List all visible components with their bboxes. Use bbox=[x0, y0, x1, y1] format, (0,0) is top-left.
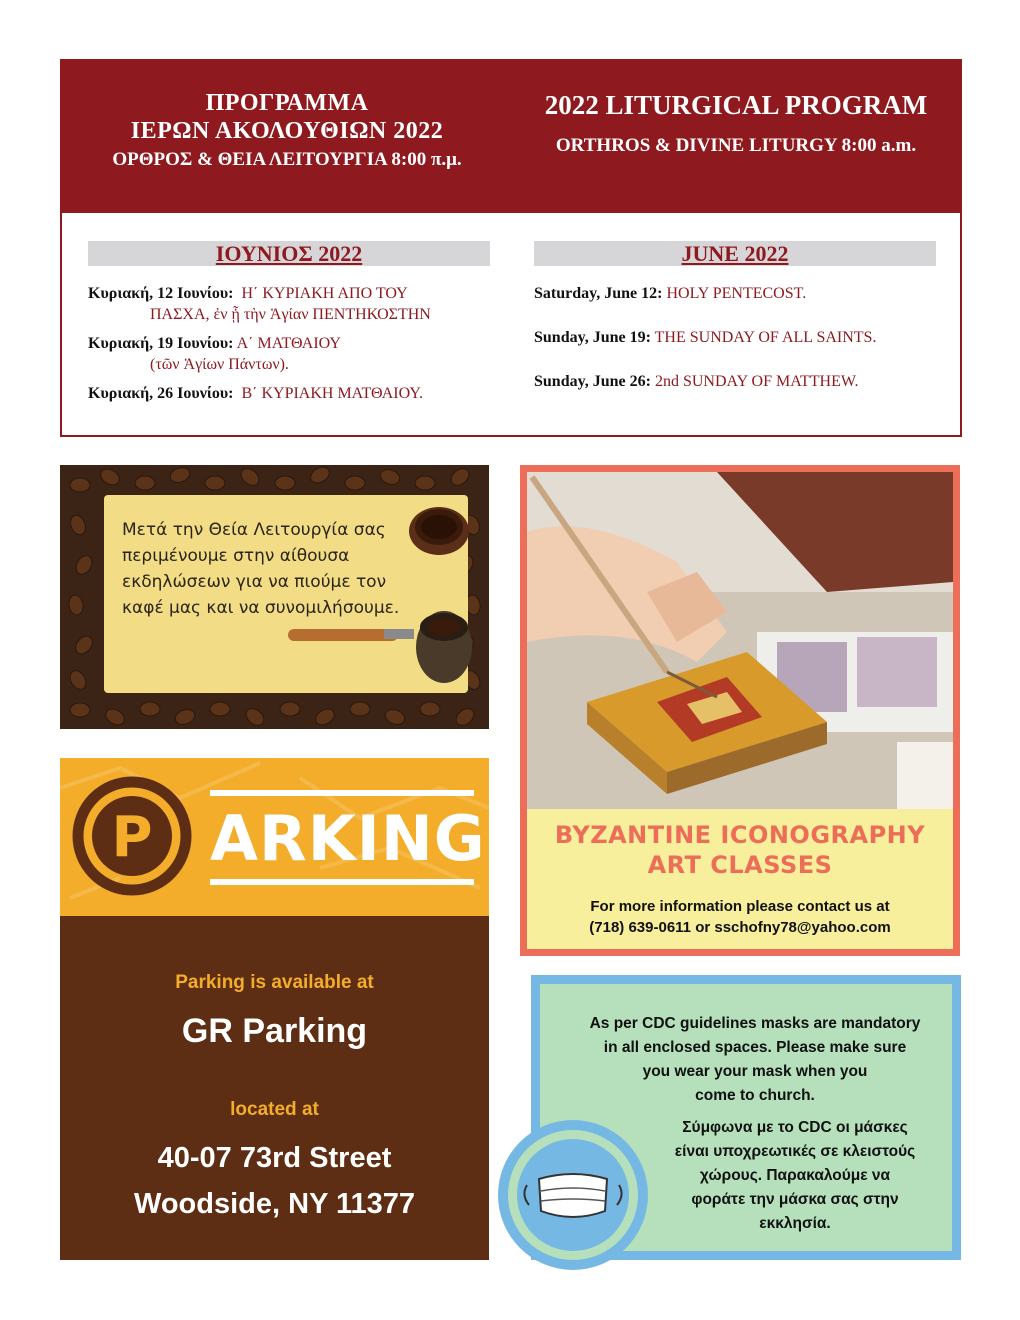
greek-subtitle: ΟΡΘΡΟΣ & ΘΕΙΑ ΛΕΙΤΟΥΡΓΙΑ 8:00 π.μ. bbox=[112, 149, 462, 170]
mask-notice-greek bbox=[650, 1116, 940, 1236]
mask-gr-line: φοράτε την μάσκα σας στην bbox=[691, 1191, 899, 1208]
iconography-contact-line1: For more information please contact us at bbox=[590, 898, 890, 915]
english-subtitle: ORTHROS & DIVINE LITURGY 8:00 a.m. bbox=[555, 135, 917, 156]
mask-badge bbox=[498, 1120, 648, 1270]
mask-gr-line: είναι υποχρεωτικές σε κλειστούς bbox=[674, 1143, 916, 1160]
mask-badge-ring bbox=[508, 1130, 638, 1260]
english-date: Saturday, June 12: bbox=[534, 285, 663, 302]
parking-logo-banner bbox=[60, 758, 489, 916]
greek-date: Κυριακή, 19 Ιουνίου: bbox=[88, 335, 234, 352]
face-mask-icon bbox=[517, 1139, 629, 1251]
parking-logo-letter: P bbox=[111, 805, 153, 870]
mask-en-line: in all enclosed spaces. Please make sure bbox=[603, 1039, 907, 1056]
parking-logo-rule-bottom bbox=[210, 879, 474, 885]
parking-p-icon bbox=[72, 776, 192, 896]
english-schedule-item bbox=[534, 283, 954, 304]
parking-lot-name: GR Parking bbox=[181, 1012, 368, 1050]
greek-month-bar: ΙΟΥΝΙΟΣ 2022 bbox=[88, 241, 490, 266]
greek-feast: Η΄ ΚΥΡΙΑΚΗ ΑΠΟ ΤΟΥ bbox=[241, 285, 408, 302]
english-heading bbox=[512, 89, 960, 159]
iconography-photo bbox=[527, 472, 953, 809]
greek-feast: Α΄ ΜΑΤΘΑΙΟΥ bbox=[236, 335, 341, 352]
greek-feast-continued: (τῶν Ἁγίων Πάντων). bbox=[150, 356, 289, 373]
english-date: Sunday, June 19: bbox=[534, 329, 651, 346]
parking-city-address: Woodside, NY 11377 bbox=[134, 1188, 415, 1220]
parking-street-address: 40-07 73rd Street bbox=[157, 1142, 392, 1174]
iconography-classes-card bbox=[520, 465, 960, 956]
mask-en-line: As per CDC guidelines masks are mandatory bbox=[589, 1015, 921, 1032]
parking-details bbox=[60, 916, 489, 1260]
greek-heading bbox=[62, 89, 512, 173]
parking-logo-word: ARKING bbox=[210, 802, 486, 875]
greek-title-line1: ΠΡΟΓΡΑΜΜΑ bbox=[205, 90, 369, 116]
mask-notice-english bbox=[570, 1012, 940, 1108]
parking-located-label: located at bbox=[230, 1099, 319, 1120]
english-feast: HOLY PENTECOST. bbox=[666, 285, 807, 302]
english-title: 2022 LITURGICAL PROGRAM bbox=[544, 90, 928, 120]
parking-card bbox=[60, 758, 489, 1260]
greek-schedule-item bbox=[88, 283, 508, 325]
english-month-bar: JUNE 2022 bbox=[534, 241, 936, 266]
english-schedule bbox=[534, 283, 954, 415]
parking-logo-rule-top bbox=[210, 790, 474, 796]
coffee-hour-card bbox=[60, 465, 489, 729]
greek-feast-continued: ΠΑΣΧΑ, ἐν ᾗ τὴν Ἁγίαν ΠΕΝΤΗΚΟΣΤΗΝ bbox=[150, 306, 431, 323]
greek-schedule bbox=[88, 283, 508, 412]
english-schedule-item bbox=[534, 327, 954, 348]
liturgical-program bbox=[60, 59, 962, 437]
english-date: Sunday, June 26: bbox=[534, 373, 651, 390]
mask-gr-line: Σύμφωνα με το CDC οι μάσκες bbox=[682, 1119, 908, 1136]
iconography-contact-line2: (718) 639-0611 or sschofny78@yahoo.com bbox=[589, 919, 891, 936]
mask-badge-core bbox=[517, 1139, 629, 1251]
program-header bbox=[62, 61, 960, 213]
mask-gr-line: χώρους. Παρακαλούμε να bbox=[699, 1167, 891, 1184]
english-feast: THE SUNDAY OF ALL SAINTS. bbox=[654, 329, 877, 346]
greek-date: Κυριακή, 26 Ιουνίου: bbox=[88, 385, 234, 402]
coffee-cup-icon bbox=[404, 499, 474, 559]
iconography-title bbox=[527, 820, 953, 880]
greek-title-line2: ΙΕΡΩΝ ΑΚΟΛΟΥΘΙΩΝ 2022 bbox=[130, 118, 444, 144]
greek-schedule-item bbox=[88, 333, 508, 375]
english-schedule-item bbox=[534, 371, 954, 392]
mask-gr-line: εκκλησία. bbox=[759, 1215, 831, 1232]
english-feast: 2nd SUNDAY OF MATTHEW. bbox=[654, 373, 859, 390]
icon-painting-illustration bbox=[527, 472, 953, 809]
coffee-invitation-text: Μετά την Θεία Λειτουργία σας περιμένουμε στην αίθουσα εκδηλώσεων για να πιούμε τον καφέ μας και να συνομιλήσουμε. bbox=[122, 520, 400, 618]
greek-schedule-item bbox=[88, 383, 508, 404]
iconography-contact-info bbox=[527, 896, 953, 938]
mask-en-line: come to church. bbox=[695, 1087, 815, 1104]
parking-available-label: Parking is available at bbox=[175, 972, 374, 993]
iconography-title-line1: BYZANTINE ICONOGRAPHY bbox=[554, 821, 926, 849]
greek-date: Κυριακή, 12 Ιουνίου: bbox=[88, 285, 234, 302]
iconography-title-line2: ART CLASSES bbox=[647, 851, 833, 879]
mask-en-line: you wear your mask when you bbox=[642, 1063, 868, 1080]
greek-feast: Β΄ ΚΥΡΙΑΚΗ ΜΑΤΘΑΙΟΥ. bbox=[241, 385, 423, 402]
